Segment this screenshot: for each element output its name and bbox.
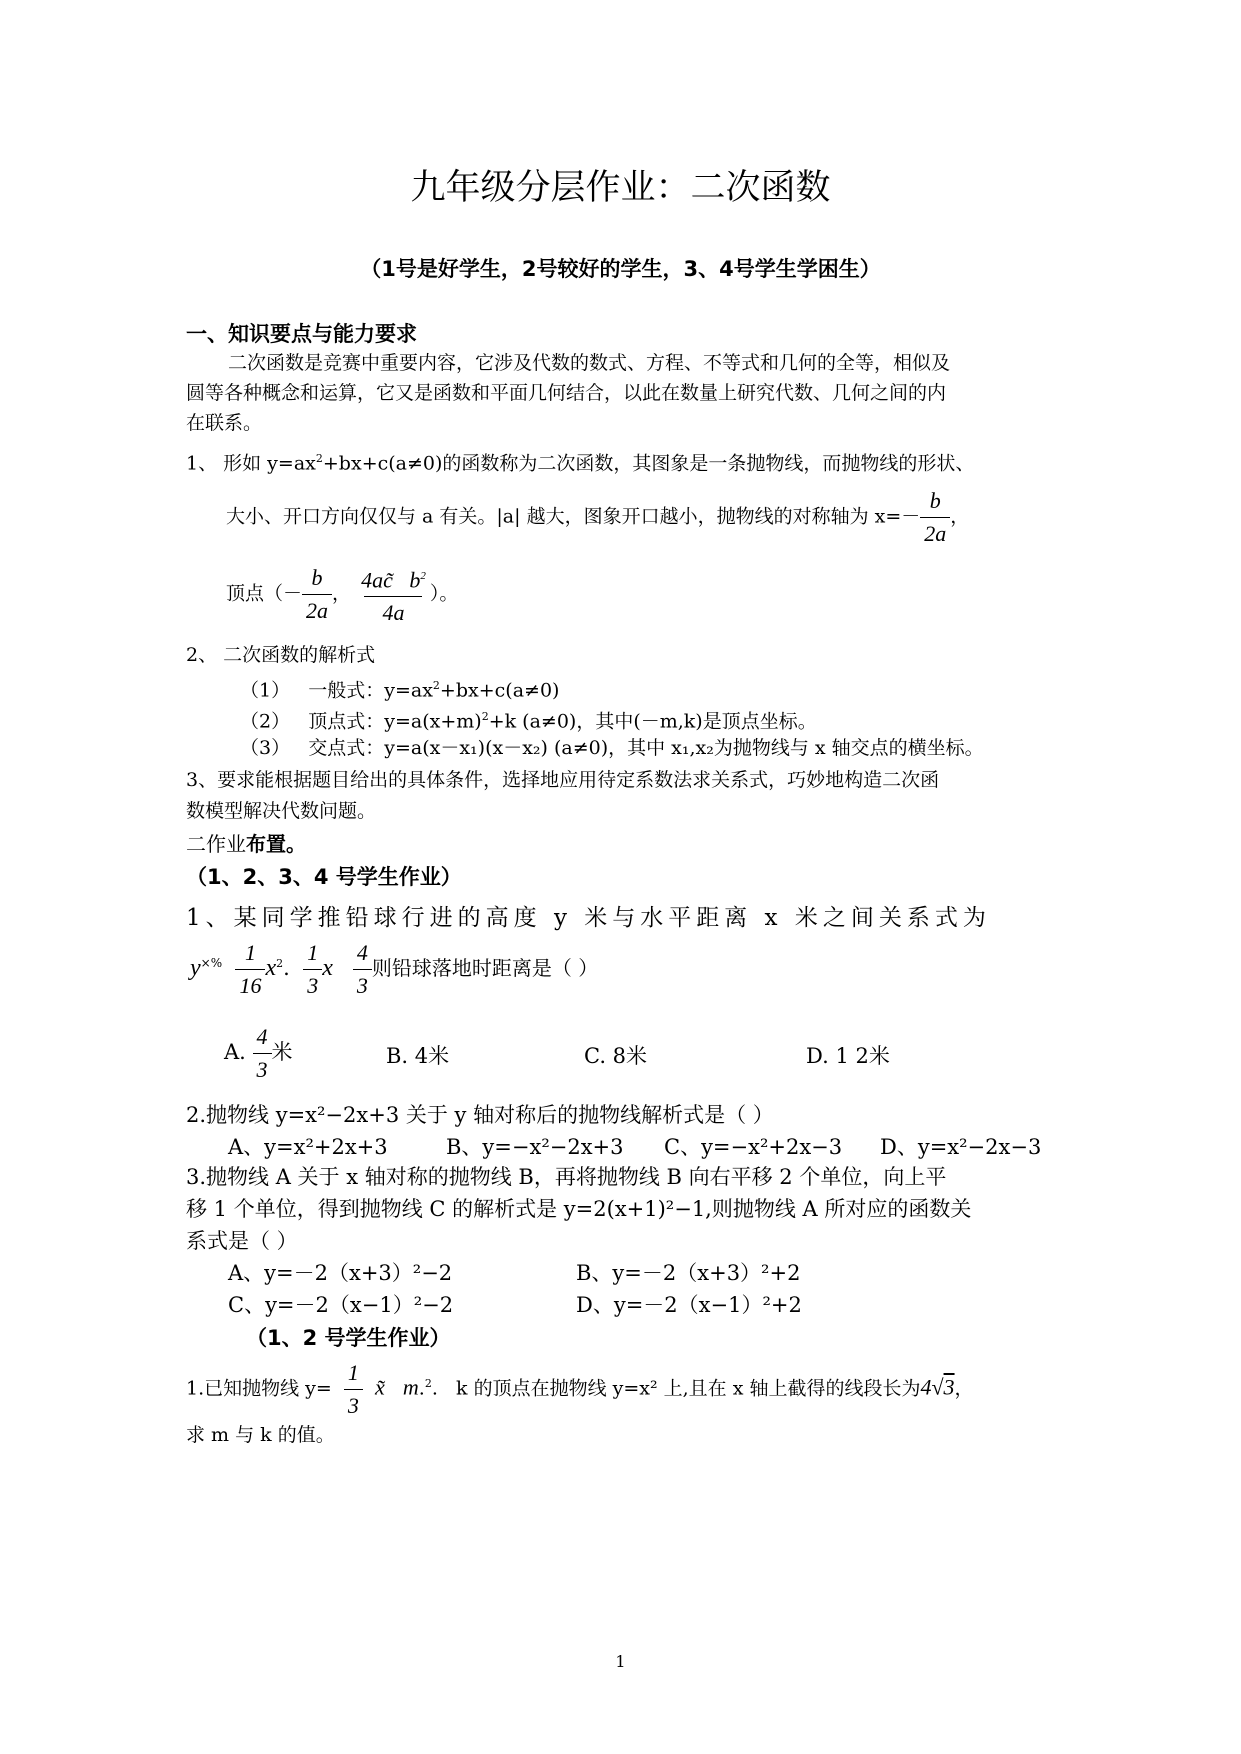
q1-line1: 1、某同学推铅球行进的高度 y 米与水平距离 x 米之间关系式为 bbox=[186, 905, 991, 931]
q3-line2: 移 1 个单位，得到抛物线 C 的解析式是 y=2(x+1)²−1,则抛物线 A 所对应的函数关 bbox=[186, 1197, 972, 1221]
q1-option-a-fraction: $\frac{4}{3}$ bbox=[253, 1024, 272, 1083]
q2-option-c[interactable]: C、y=−x²+2x−3 bbox=[664, 1135, 843, 1159]
page-title: 九年级分层作业：二次函数 bbox=[410, 168, 831, 208]
intro-line-1: 二次函数是竞赛中重要内容，它涉及代数的数式、方程、不等式和几何的全等，相似及 bbox=[228, 352, 951, 374]
page-number: 1 bbox=[615, 1652, 626, 1671]
vertex-x-fraction: $\frac{b}{2a}$ bbox=[302, 565, 332, 624]
group2-heading: （1、2 号学生作业） bbox=[246, 1326, 451, 1350]
item1-text-b: +bx+c(a≠0)的函数称为二次函数，其图象是一条抛物线，而抛物线的形状、 bbox=[322, 452, 975, 475]
q1-formula-line: y×% $\frac{1}{16}$ $x^2$. $\frac{1}{3}$ x $\frac{4}{3}$ 则铅球落地时距离是（ ） bbox=[190, 940, 599, 998]
q1-option-b[interactable]: B. 4米 bbox=[386, 1044, 450, 1068]
intro-line-3: 在联系。 bbox=[186, 412, 263, 434]
q2-option-a[interactable]: A、y=x²+2x+3 bbox=[228, 1135, 388, 1159]
intro-line-2: 圆等各种概念和运算，它又是函数和平面几何结合，以此在数量上研究代数、几何之间的内 bbox=[186, 382, 947, 404]
q3-option-b[interactable]: B、y=－2（x+3）²+2 bbox=[576, 1261, 801, 1285]
section1-heading: 一、知识要点与能力要求 bbox=[186, 322, 417, 346]
item1-axis-text: 大小、开口方向仅仅与 a 有关。|a| 越大，图象开口越小，抛物线的对称轴为 x=－ bbox=[226, 505, 921, 528]
p1-line1: 1.已知抛物线 y= $\frac{1}{3}$ x̃ m.$^2$. k 的顶点在抛物线 y=x² 上,且在 x 轴上截得的线段长为4√3， bbox=[186, 1360, 974, 1418]
q2-line: 2.抛物线 y=x²−2x+3 关于 y 轴对称后的抛物线解析式是（ ） bbox=[186, 1103, 774, 1127]
q1-fraction-2: $\frac{1}{3}$ bbox=[303, 940, 322, 999]
item2-heading: 2、 二次函数的解析式 bbox=[186, 644, 376, 666]
vertex-label: 顶点（－ bbox=[226, 582, 303, 605]
q1-tail: 则铅球落地时距离是（ ） bbox=[371, 956, 599, 980]
q2-option-b[interactable]: B、y=−x²−2x+3 bbox=[446, 1135, 624, 1159]
q3-option-a[interactable]: A、y=－2（x+3）²−2 bbox=[228, 1261, 453, 1285]
q1-option-d[interactable]: D. 1 2米 bbox=[806, 1044, 890, 1068]
p1-line2: 求 m 与 k 的值。 bbox=[186, 1424, 335, 1446]
q3-option-c[interactable]: C、y=－2（x−1）²−2 bbox=[228, 1293, 454, 1317]
item2-sub2: （2） 顶点式：$y=a(x+m)^2+k$ (a≠0)，其中(－m,k)是顶点坐标。 bbox=[240, 710, 817, 733]
q2-option-d[interactable]: D、y=x²−2x−3 bbox=[880, 1135, 1042, 1159]
q1-option-c[interactable]: C. 8米 bbox=[584, 1044, 648, 1068]
axis-fraction: $\frac{b}{2a}$ bbox=[920, 488, 950, 547]
group1-heading: （1、2、3、4 号学生作业） bbox=[186, 865, 462, 889]
vertex-y-fraction: $\frac{4ac̃ b^2}{4a}$ bbox=[361, 567, 426, 626]
vertex-separator: ， bbox=[332, 582, 352, 605]
item1-line2 bbox=[226, 488, 969, 547]
q1-option-a[interactable]: A. $\frac{4}{3}$ 米 bbox=[224, 1024, 293, 1082]
item2-sub3: （3） 交点式：y=a(x－x₁)(x－x₂) (a≠0)，其中 x₁,x₂为抛物线与 x 轴交点的横坐标。 bbox=[240, 737, 984, 759]
q3-line3: 系式是（ ） bbox=[186, 1229, 298, 1253]
q3-line1: 3.抛物线 A 关于 x 轴对称的抛物线 B，再将抛物线 B 向右平移 2 个单位，向上平 bbox=[186, 1165, 947, 1189]
q3-option-d[interactable]: D、y=－2（x−1）²+2 bbox=[576, 1293, 802, 1317]
vertex-end: ）。 bbox=[429, 582, 459, 605]
page-subtitle: （1号是好学生，2号较好的学生，3、4号学生学困生） bbox=[360, 257, 881, 281]
item2-sub1: （1） 一般式：$y=ax^2+bx+c(a\ne 0)$ bbox=[240, 679, 560, 702]
p1-fraction: $\frac{1}{3}$ bbox=[344, 1360, 363, 1419]
vertex-line bbox=[226, 563, 458, 626]
item3-line1: 3、要求能根据题目给出的具体条件，选择地应用待定系数法求关系式，巧妙地构造二次函 bbox=[186, 769, 940, 791]
item1-text-a: 形如 y=ax bbox=[223, 452, 316, 475]
axis-comma: ， bbox=[950, 505, 970, 528]
q1-fraction-1: $\frac{1}{16}$ bbox=[235, 940, 265, 999]
section2-heading: 二作业布置。 bbox=[186, 832, 306, 856]
q1-fraction-3: $\frac{4}{3}$ bbox=[353, 940, 372, 999]
sqrt-expression: 4√3 bbox=[920, 1374, 955, 1400]
item1-number: 1、 bbox=[186, 452, 218, 475]
item3-line2: 数模型解决代数问题。 bbox=[186, 800, 377, 822]
item1-line1: 1、 形如 $y=ax^2+bx+c(a\ne 0)$的函数称为二次函数，其图象是一条抛物线，而抛物线的形状、 bbox=[186, 452, 975, 475]
